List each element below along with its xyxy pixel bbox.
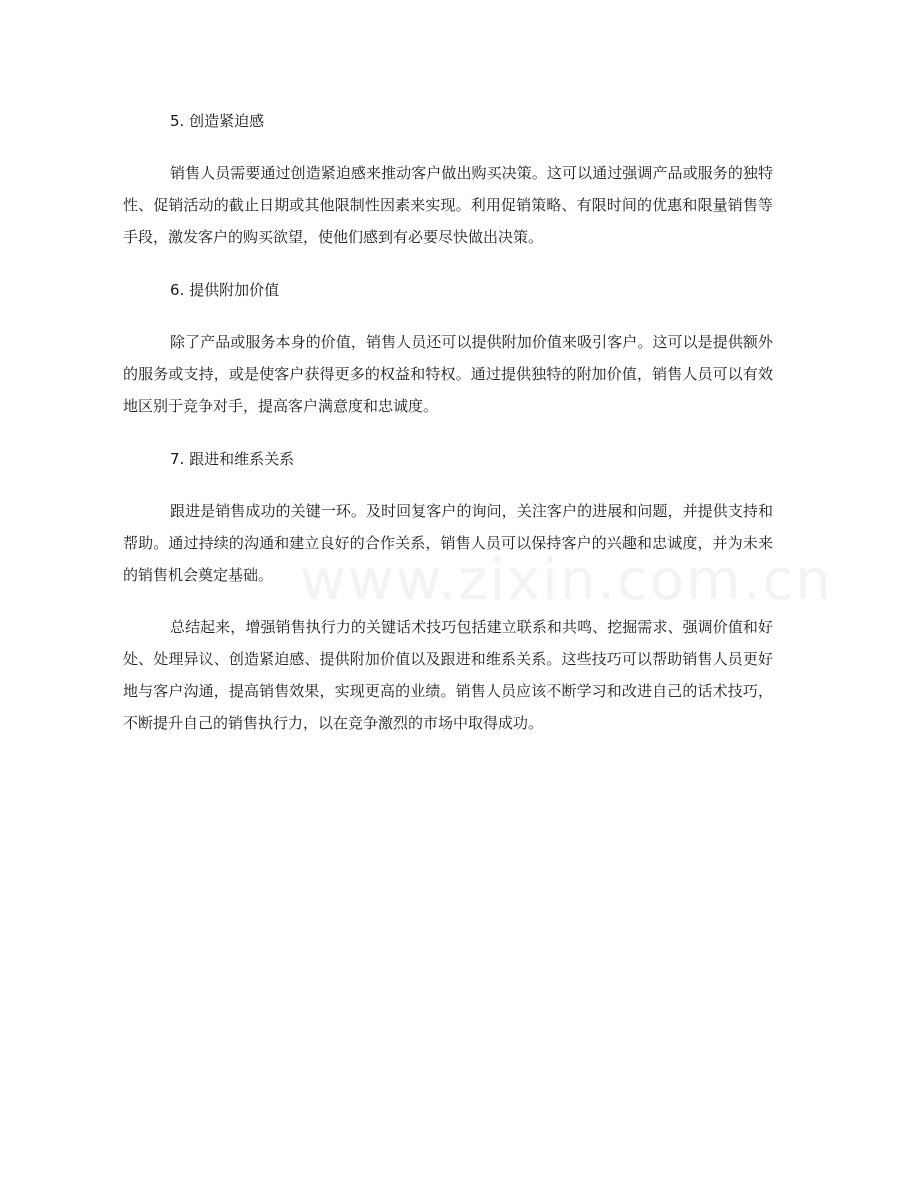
document-body	[123, 104, 773, 759]
section-paragraph-6: 除了产品或服务本身的价值，销售人员还可以提供附加价值来吸引客户。这可以是提供额外的服务或支持，或是使客户获得更多的权益和特权。通过提供独特的附加价值，销售人员可以有效地区别于竞争对手，提高客户满意度和忠诚度。	[123, 333, 773, 415]
section-paragraph-7: 跟进是销售成功的关键一环。及时回复客户的询问，关注客户的进展和问题，并提供支持和帮助。通过持续的沟通和建立良好的合作关系，销售人员可以保持客户的兴趣和忠诚度，并为未来的销售机会奠定基础。	[123, 502, 773, 584]
section-paragraph-5: 销售人员需要通过创造紧迫感来推动客户做出购买决策。这可以通过强调产品或服务的独特性、促销活动的截止日期或其他限制性因素来实现。利用促销策略、有限时间的优惠和限量销售等手段，激发客户的购买欲望，使他们感到有必要尽快做出决策。	[123, 164, 773, 246]
section-heading-7: 7. 跟进和维系关系	[170, 450, 295, 468]
section-heading-5: 5. 创造紧迫感	[170, 112, 265, 130]
conclusion-paragraph: 总结起来，增强销售执行力的关键话术技巧包括建立联系和共鸣、挖掘需求、强调价值和好处、处理异议、创造紧迫感、提供附加价值以及跟进和维系关系。这些技巧可以帮助销售人员更好地与客户沟通，提高销售效果，实现更高的业绩。销售人员应该不断学习和改进自己的话术技巧，不断提升自己的销售执行力，以在竞争激烈的市场中取得成功。	[123, 618, 773, 732]
watermark-text: www.zixin.com.cn	[300, 548, 833, 613]
section-heading-6: 6. 提供附加价值	[170, 281, 280, 299]
